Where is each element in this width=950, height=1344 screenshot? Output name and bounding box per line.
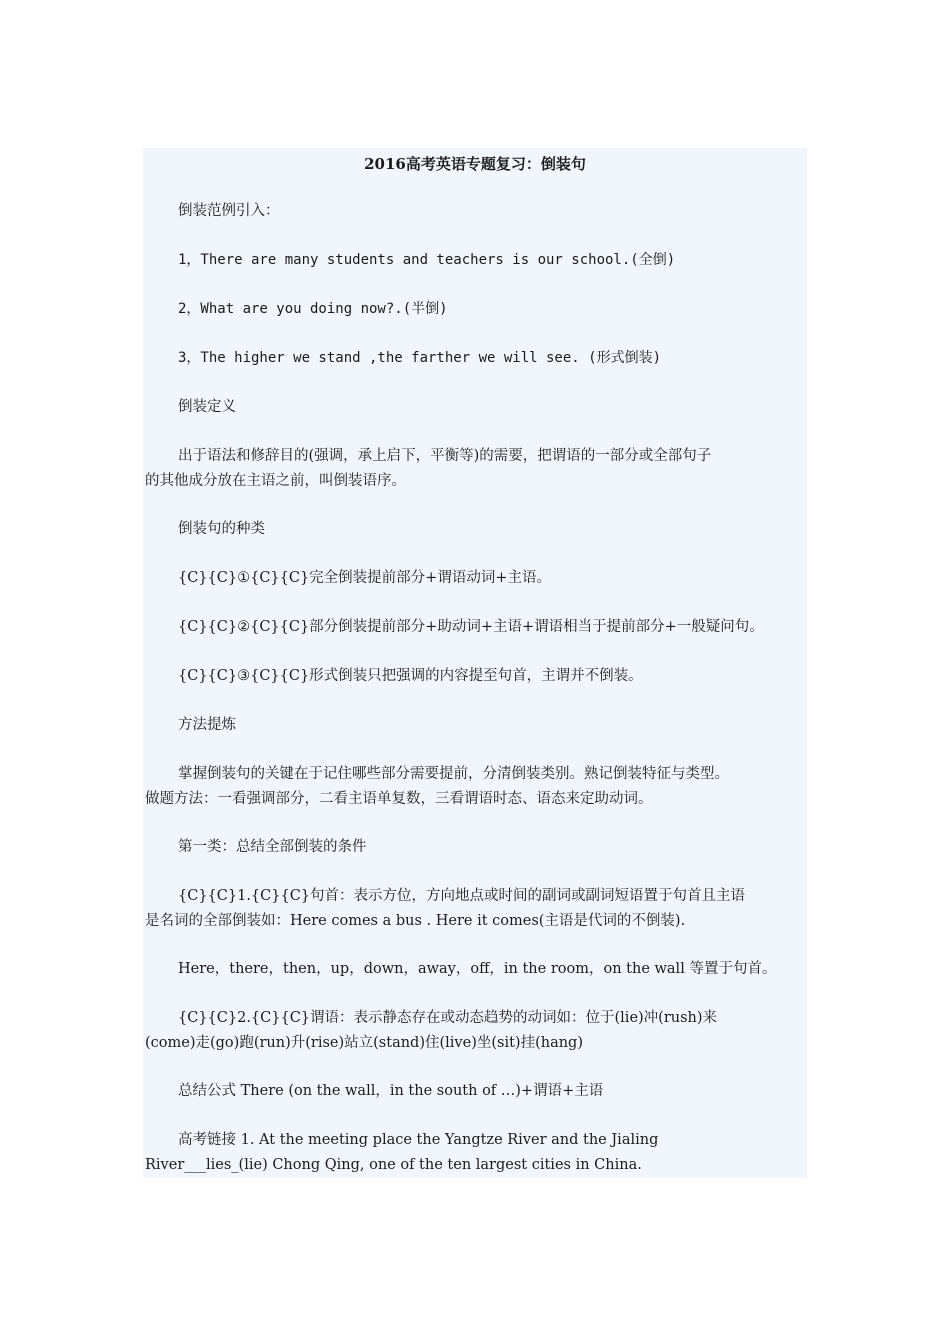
paragraph-category-one-heading — [145, 835, 807, 860]
text-line: {C}{C}③{C}{C}形式倒装只把强调的内容提至句首，主谓并不倒装。 — [178, 668, 643, 684]
paragraph-intro-heading — [145, 199, 807, 224]
paragraph-method-heading — [145, 713, 807, 738]
paragraph-type-formal — [145, 664, 807, 689]
paragraph-definition-body — [145, 444, 807, 493]
document-title: 2016高考英语专题复习：倒装句 — [364, 155, 586, 173]
paragraph-example-2 — [145, 297, 807, 322]
text-line: 的其他成分放在主语之前，叫倒装语序。 — [145, 472, 406, 489]
paragraph-formula — [145, 1079, 807, 1104]
text-line: 高考链接 1. At the meeting place the Yangtze River and the Jialing — [178, 1132, 659, 1148]
text-line: 倒装范例引入： — [178, 203, 280, 219]
text-line: 是名词的全部倒装如：Here comes a bus . Here it comes(主语是代词的不倒装). — [145, 912, 686, 929]
text-line: 方法提炼 — [178, 717, 236, 733]
paragraph-type-partial — [145, 615, 807, 640]
paragraph-definition-heading — [145, 395, 807, 420]
text-line: 倒装句的种类 — [178, 521, 265, 537]
paragraph-example-3 — [145, 346, 807, 371]
text-line: 做题方法：一看强调部分，二看主语单复数，三看谓语时态、语态来定助动词。 — [145, 790, 653, 807]
text-line: Here，there，then，up，down，away，off，in the room，on the wall 等置于句首。 — [178, 961, 777, 977]
paragraph-example-1 — [145, 248, 807, 273]
text-line: 总结公式 There (on the wall，in the south of …)+谓语+主语 — [178, 1083, 604, 1099]
text-line: 3，The higher we stand ,the farther we will see. (形式倒装) — [178, 350, 662, 366]
text-line: 2，What are you doing now?.(半倒) — [178, 301, 448, 317]
text-line: 出于语法和修辞目的(强调，承上启下，平衡等)的需要，把谓语的一部分或全部句子 — [178, 448, 712, 464]
text-line: 第一类：总结全部倒装的条件 — [178, 839, 367, 855]
text-line: 倒装定义 — [178, 399, 236, 415]
document-page — [143, 148, 807, 1178]
text-line: River___lies_(lie) Chong Qing, one of the ten largest cities in China. — [145, 1156, 642, 1173]
text-line: 1，There are many students and teachers is our school.(全倒) — [178, 252, 676, 268]
text-line: {C}{C}①{C}{C}完全倒装提前部分+谓语动词+主语。 — [178, 570, 551, 586]
paragraph-rule-sentence-start — [145, 884, 807, 933]
paragraph-method-body — [145, 762, 807, 811]
paragraph-type-full — [145, 566, 807, 591]
text-line: 掌握倒装句的关键在于记住哪些部分需要提前，分清倒装类别。熟记倒装特征与类型。 — [178, 766, 729, 782]
text-line: {C}{C}1.{C}{C}句首：表示方位，方向地点或时间的副词或副词短语置于句首且主语 — [178, 888, 746, 904]
paragraph-types-heading — [145, 517, 807, 542]
text-line: {C}{C}2.{C}{C}谓语：表示静态存在或动态趋势的动词如：位于(lie)冲(rush)来 — [178, 1010, 718, 1026]
text-line: (come)走(go)跑(run)升(rise)站立(stand)住(live)坐(sit)挂(hang) — [145, 1034, 583, 1051]
text-line: {C}{C}②{C}{C}部分倒装提前部分+助动词+主语+谓语相当于提前部分+一般疑问句。 — [178, 619, 764, 635]
paragraph-adverb-list — [145, 957, 807, 982]
paragraph-rule-predicate — [145, 1006, 807, 1055]
paragraph-exam-link — [145, 1128, 807, 1177]
